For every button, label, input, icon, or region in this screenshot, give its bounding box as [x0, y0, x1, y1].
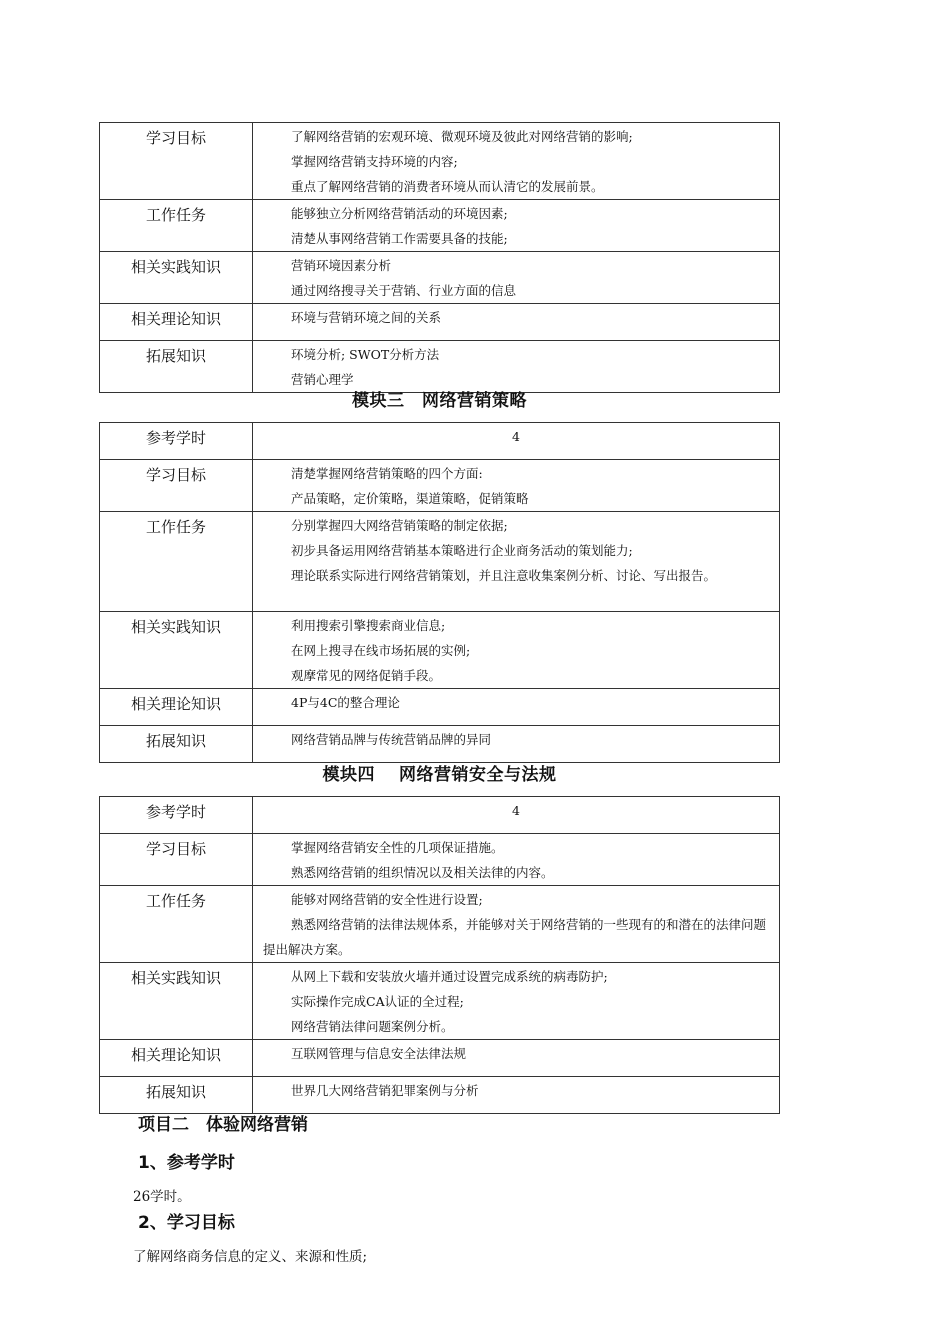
row-label: 相关实践知识: [100, 612, 253, 689]
row-content: [253, 1077, 780, 1114]
table-row: [100, 460, 780, 512]
content-paragraph: 熟悉网络营销的法律法规体系，并能够对关于网络营销的一些现有的和潜在的法律问题提出解决方案。: [263, 917, 767, 957]
content-line: 掌握网络营销安全性的几项保证措施。: [291, 840, 504, 855]
row-label: 工作任务: [100, 512, 253, 612]
content-line: 环境分析; SWOT分析方法: [291, 347, 440, 362]
content-line: 重点了解网络营销的消费者环境从而认清它的发展前景。: [291, 179, 604, 194]
content-line: 4P与4C的整合理论: [291, 695, 400, 710]
module3-title: 模块三 网络营销策略: [352, 391, 527, 411]
section-heading-hours: 1、参考学时: [138, 1153, 235, 1173]
row-content: [253, 200, 780, 252]
table-row: [100, 252, 780, 304]
content-line: 清楚掌握网络营销策略的四个方面:: [291, 466, 483, 481]
module4-title: 模块四 网络营销安全与法规: [322, 765, 557, 785]
content-line: 营销心理学: [291, 372, 354, 387]
row-content: [253, 612, 780, 689]
content-line: 了解网络营销的宏观环境、微观环境及彼此对网络营销的影响;: [291, 129, 633, 144]
row-content: [253, 123, 780, 200]
row-content: [253, 886, 780, 963]
row-content: [253, 689, 780, 726]
row-content: [253, 423, 780, 460]
row-label: 相关理论知识: [100, 1040, 253, 1077]
table-row: [100, 1040, 780, 1077]
row-label: 参考学时: [100, 797, 253, 834]
row-content: [253, 834, 780, 886]
row-label: 拓展知识: [100, 726, 253, 763]
row-content: [253, 252, 780, 304]
module2-table: [99, 122, 780, 393]
row-label: 相关理论知识: [100, 304, 253, 341]
row-label: 学习目标: [100, 460, 253, 512]
content-line: 利用搜索引擎搜索商业信息;: [291, 618, 446, 633]
content-line: 互联网管理与信息安全法律法规: [291, 1046, 467, 1061]
content-paragraph: 理论联系实际进行网络营销策划，并且注意收集案例分析、讨论、写出报告。: [291, 568, 717, 583]
row-content: [253, 304, 780, 341]
project2-title: 项目二 体验网络营销: [138, 1115, 308, 1135]
row-label: 相关实践知识: [100, 252, 253, 304]
module4-table: [99, 796, 780, 1114]
row-content: [253, 797, 780, 834]
content-line: 网络营销品牌与传统营销品牌的异同: [291, 732, 492, 747]
content-line: 环境与营销环境之间的关系: [291, 310, 442, 325]
content-line: 世界几大网络营销犯罪案例与分析: [291, 1083, 479, 1098]
row-content: [253, 963, 780, 1040]
content-line: 清楚从事网络营销工作需要具备的技能;: [291, 231, 508, 246]
table-row: [100, 200, 780, 252]
row-label: 相关实践知识: [100, 963, 253, 1040]
content-line: 产品策略，定价策略，渠道策略，促销策略: [291, 491, 529, 506]
table-row: [100, 304, 780, 341]
content-line: 能够独立分析网络营销活动的环境因素;: [291, 206, 508, 221]
content-line: 能够对网络营销的安全性进行设置;: [291, 892, 483, 907]
row-label: 工作任务: [100, 200, 253, 252]
content-line: 掌握网络营销支持环境的内容;: [291, 154, 458, 169]
content-line: 营销环境因素分析: [291, 258, 392, 273]
table-row: [100, 512, 780, 612]
content-line: 网络营销法律问题案例分析。: [291, 1019, 454, 1034]
content-line: 熟悉网络营销的组织情况以及相关法律的内容。: [291, 865, 554, 880]
row-label: 参考学时: [100, 423, 253, 460]
row-label: 工作任务: [100, 886, 253, 963]
section-heading-objectives: 2、学习目标: [138, 1213, 235, 1233]
row-content: [253, 460, 780, 512]
content-line: 分别掌握四大网络营销策略的制定依据;: [291, 518, 508, 533]
hours-value: 4: [512, 803, 520, 818]
content-line: 观摩常见的网络促销手段。: [291, 668, 442, 683]
table-row: [100, 689, 780, 726]
table-row: [100, 963, 780, 1040]
table-row: [100, 797, 780, 834]
row-label: 拓展知识: [100, 341, 253, 393]
table-row: [100, 423, 780, 460]
content-line: 通过网络搜寻关于营销、行业方面的信息: [291, 283, 517, 298]
objectives-text: 了解网络商务信息的定义、来源和性质;: [133, 1249, 368, 1265]
content-line: 初步具备运用网络营销基本策略进行企业商务活动的策划能力;: [291, 543, 633, 558]
row-label: 学习目标: [100, 834, 253, 886]
content-line: 实际操作完成CA认证的全过程;: [291, 994, 464, 1009]
hours-text: 26学时。: [133, 1189, 191, 1205]
module3-table: [99, 422, 780, 763]
table-row: [100, 612, 780, 689]
content-line: 在网上搜寻在线市场拓展的实例;: [291, 643, 471, 658]
table-row: [100, 886, 780, 963]
row-label: 相关理论知识: [100, 689, 253, 726]
content-line: 从网上下载和安装放火墙并通过设置完成系统的病毒防护;: [291, 969, 608, 984]
table-row: [100, 834, 780, 886]
table-row: [100, 123, 780, 200]
row-label: 拓展知识: [100, 1077, 253, 1114]
row-label: 学习目标: [100, 123, 253, 200]
row-content: [253, 512, 780, 612]
table-row: [100, 1077, 780, 1114]
row-content: [253, 1040, 780, 1077]
hours-value: 4: [512, 429, 520, 444]
